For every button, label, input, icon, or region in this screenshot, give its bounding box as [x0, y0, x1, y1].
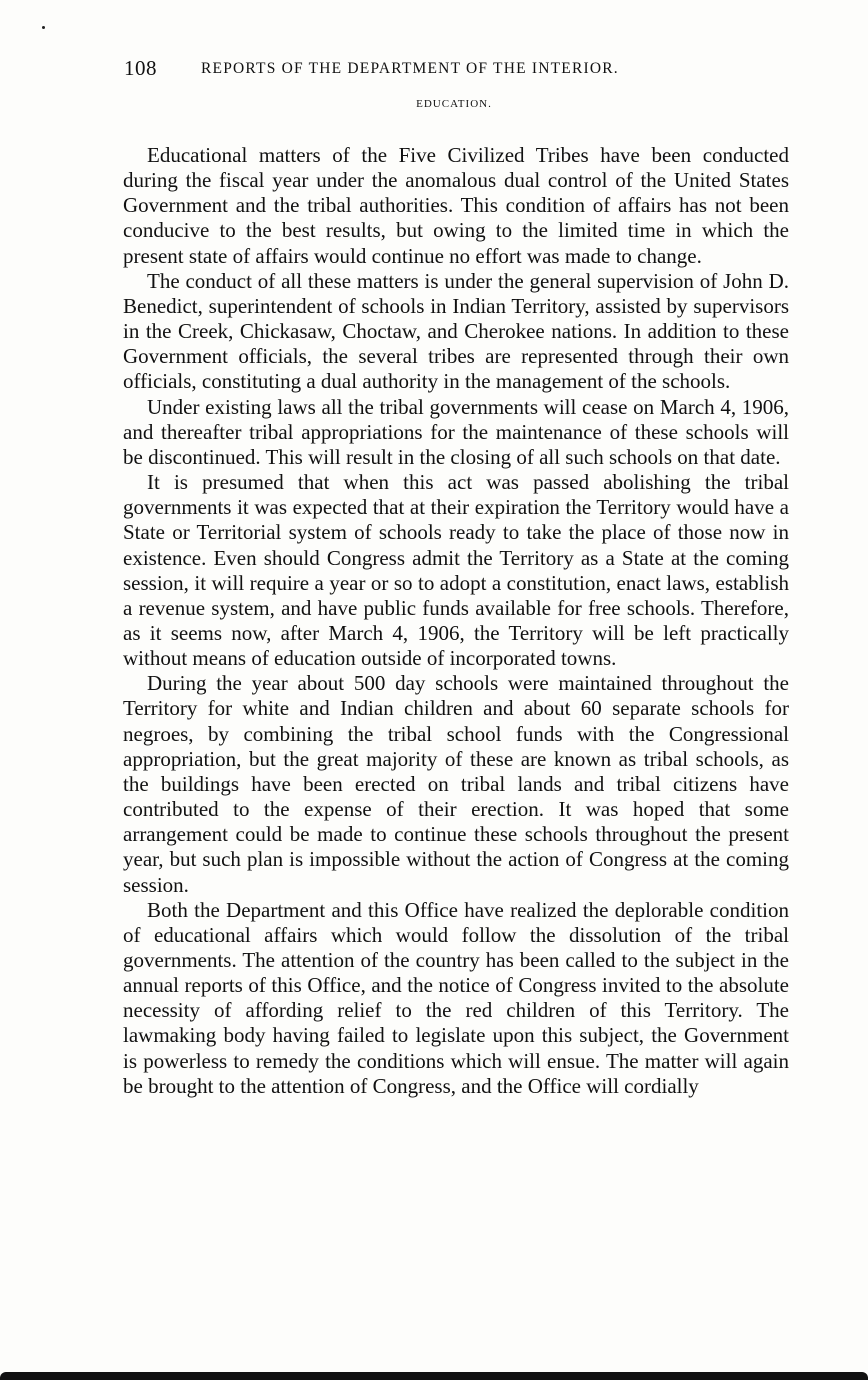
page-number: 108 — [124, 56, 157, 80]
body-text — [123, 143, 789, 1099]
section-title: EDUCATION. — [416, 98, 492, 110]
scan-speck — [42, 26, 45, 29]
paragraph: Under existing laws all the tribal governments will cease on March 4, 1906, and thereafter tribal appropriations for the maintenance of these schools will be discontinued. This will result in the closing of all such schools on that date. — [123, 394, 789, 469]
paragraph: It is presumed that when this act was passed abolishing the tribal governments it was expected that at their expiration the Territory would have a State or Territorial system of schools ready to take the place of those now in existence. Even should Congress admit the Territory as a State at the coming session, it will require a year or so to adopt a constitution, enact laws, establish a revenue system, and have public funds available for free schools. Therefore, as it seems now, after March 4, 1906, the Territory will be left practically without means of education outside of incorporated towns. — [123, 470, 789, 671]
paragraph: The conduct of all these matters is under the general supervision of John D. Benedict, superintendent of schools in Indian Territory, assisted by supervisors in the Creek, Chickasaw, Choctaw, and Cherokee nations. In addition to these Government officials, the several tribes are represented through their own officials, constituting a dual authority in the management of the schools. — [123, 268, 789, 394]
running-head-title: REPORTS OF THE DEPARTMENT OF THE INTERIOR. — [201, 60, 619, 77]
paragraph: Educational matters of the Five Civilized Tribes have been conducted during the fiscal year under the anomalous dual control of the United States Government and the tribal authorities. This condition of affairs has not been conducive to the best results, but owing to the limited time in which the present state of affairs would continue no effort was made to change. — [123, 143, 789, 268]
scan-bottom-edge — [0, 1372, 868, 1380]
paragraph: During the year about 500 day schools were maintained throughout the Territory for white and Indian children and about 60 separate schools for negroes, by combining the tribal school funds with the Congressional appropriation, but the great majority of these are known as tribal schools, as the buildings have been erected on tribal lands and tribal citizens have contributed to the expense of their erection. It was hoped that some arrangement could be made to continue these schools throughout the present year, but such plan is impossible without the action of Congress at the coming session. — [123, 671, 789, 897]
running-head — [124, 56, 788, 82]
paragraph: Both the Department and this Office have realized the deplorable condition of educational affairs which would follow the dissolution of the tribal governments. The attention of the country has been called to the subject in the annual reports of this Office, and the notice of Congress invited to the absolute necessity of affording relief to the red children of this Territory. The lawmaking body having failed to legislate upon this subject, the Government is powerless to remedy the conditions which will ensue. The matter will again be brought to the attention of Congress, and the Office will cordially — [123, 897, 789, 1098]
